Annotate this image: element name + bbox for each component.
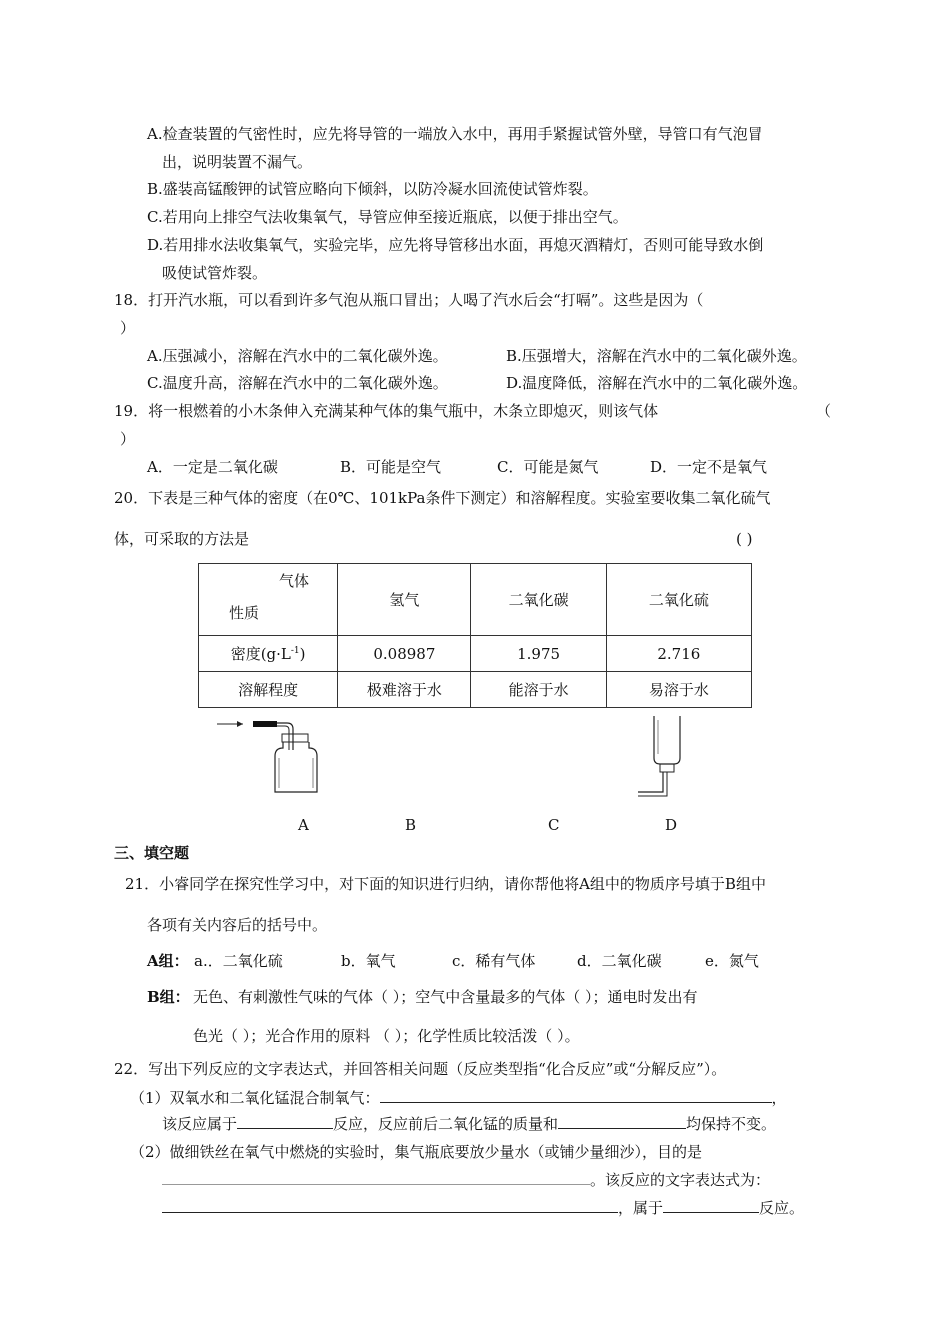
group-a-item: e．氮气 [705,952,759,970]
header-hydrogen: 氢气 [338,564,471,636]
q22-part2-line2: 。该反应的文字表达式为： [162,1170,770,1190]
q19-option-b: B．可能是空气 [340,458,442,476]
solubility-hydrogen: 极难溶于水 [338,672,471,708]
q21-group-a-label: A组： [147,952,189,970]
q19-option-a: A．一定是二氧化碳 [147,458,278,476]
option-label-a: A [298,816,309,834]
q22-part1-line2: 该反应属于 反应，反应前后二氧化锰的质量和 均保持不变。 [162,1115,777,1133]
group-a-item: a.．二氧化硫 [194,952,283,970]
header-sulfur-dioxide: 二氧化硫 [606,564,751,636]
q19-option-d: D．一定不是氧气 [650,458,768,476]
q22-part2-line1: （2）做细铁丝在氧气中燃烧的实验时，集气瓶底要放少量水（或铺少量细沙），目的是 [130,1143,703,1161]
answer-blank[interactable] [162,1198,618,1213]
q17-option-a-line1: A.检查装置的气密性时，应先将导管的一端放入水中，再用手紧握试管外壁，导管口有气泡冒 [147,125,763,143]
density-carbon-dioxide: 1.975 [471,636,606,672]
answer-blank[interactable] [380,1088,772,1103]
q20-answer-paren: ( ) [736,530,753,548]
q20-stem-line1: 20．下表是三种气体的密度（在0℃、101kPa条件下测定）和溶解程度。实验室要收集二氧化硫气 [114,489,771,507]
gas-properties-table [198,563,752,708]
q19-option-c: C．可能是氮气 [497,458,599,476]
q22-part2-line3: ，属于 反应。 [162,1198,804,1218]
answer-blank[interactable] [162,1170,590,1185]
group-a-item: c．稀有气体 [452,952,536,970]
solubility-sulfur-dioxide: 易溶于水 [606,672,751,708]
density-hydrogen: 0.08987 [338,636,471,672]
q18-stem-line2: ） [120,319,136,337]
answer-blank[interactable] [663,1198,759,1213]
corner-label-property: 性质 [229,604,260,622]
option-label-d: D [665,816,678,834]
q18-stem-line1: 18．打开汽水瓶，可以看到许多气泡从瓶口冒出；人喝了汽水后会“打嗝”。这些是因为（ [114,291,704,309]
apparatus-d-inverted-bottle-icon [634,714,694,798]
group-a-item: b．氧气 [341,952,396,970]
q19-paren-open: （ [816,402,832,420]
answer-blank[interactable] [558,1114,686,1129]
q17-option-b: B.盛装高锰酸钾的试管应略向下倾斜，以防冷凝水回流使试管炸裂。 [147,180,598,198]
header-carbon-dioxide: 二氧化碳 [471,564,606,636]
corner-label-gas: 气体 [279,572,310,590]
q18-option-d: D.温度降低，溶解在汽水中的二氧化碳外逸。 [506,374,808,392]
q21-group-b-line1: 无色、有刺激性气味的气体（ ）；空气中含量最多的气体（ ）；通电时发出有 [193,988,698,1006]
row-solubility-label: 溶解程度 [199,672,338,708]
section-title: 三、填空题 [114,844,190,862]
q17-option-d-line1: D.若用排水法收集氧气，实验完毕，应先将导管移出水面，再熄灭酒精灯，否则可能导致水倒 [147,236,764,254]
apparatus-a-bottle-icon [215,716,325,796]
q20-stem-line2: 体，可采取的方法是 [114,530,250,548]
q18-option-b: B.压强增大，溶解在汽水中的二氧化碳外逸。 [506,347,807,365]
row-density-label: 密度$(g\cdot L^{-1})$ [199,636,338,672]
table-corner-cell [199,564,338,636]
q22-part1-line1: （1）双氧水和二氧化锰混合制氧气： ， [130,1089,787,1107]
q22-stem: 22．写出下列反应的文字表达式，并回答相关问题（反应类型指“化合反应”或“分解反应”）。 [114,1060,727,1078]
q17-option-d-line2: 吸使试管炸裂。 [162,264,268,282]
q21-group-b-label: B组： [147,988,190,1006]
q21-stem-line1: 21．小睿同学在探究性学习中，对下面的知识进行归纳，请你帮他将A组中的物质序号填于B组中 [125,875,766,893]
option-label-b: B [405,816,417,834]
density-sulfur-dioxide: 2.716 [606,636,751,672]
q18-option-c: C.温度升高，溶解在汽水中的二氧化碳外逸。 [147,374,448,392]
q21-group-b-line2: 色光（ ）；光合作用的原料 （ ）；化学性质比较活泼（ ）。 [193,1027,580,1045]
q17-option-c: C.若用向上排空气法收集氧气，导管应伸至接近瓶底，以便于排出空气。 [147,208,628,226]
q19-stem-line1: 19．将一根燃着的小木条伸入充满某种气体的集气瓶中，木条立即熄灭，则该气体 [114,402,659,420]
q21-stem-line2: 各项有关内容后的括号中。 [147,916,328,934]
group-a-item: d．二氧化碳 [577,952,662,970]
q18-option-a: A.压强减小，溶解在汽水中的二氧化碳外逸。 [147,347,448,365]
option-label-c: C [548,816,560,834]
q17-option-a-line2: 出，说明装置不漏气。 [162,153,313,171]
q19-stem-line2: ） [120,430,136,448]
answer-blank[interactable] [237,1114,333,1129]
solubility-carbon-dioxide: 能溶于水 [471,672,606,708]
